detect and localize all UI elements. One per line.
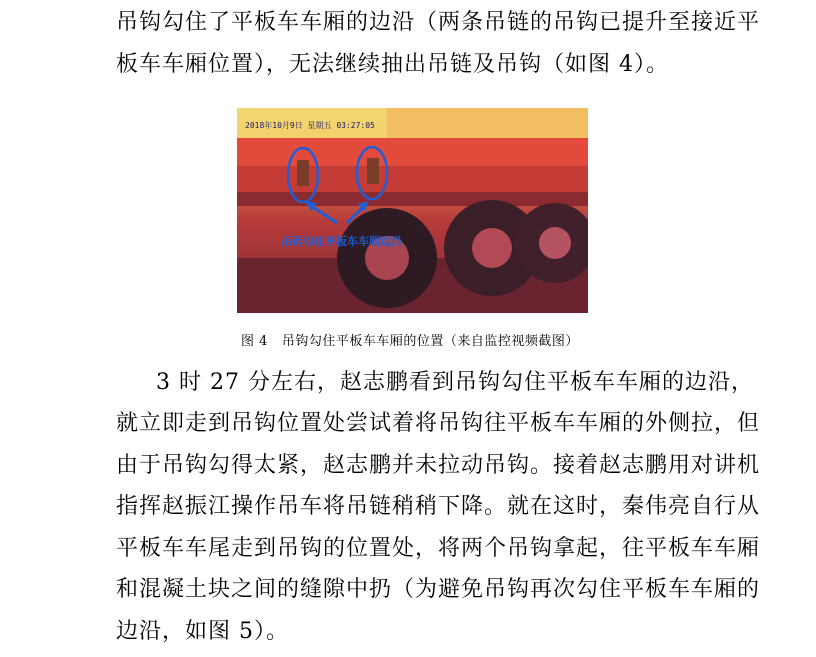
figure-number: 图 4 (241, 334, 268, 349)
paragraph-line: 由于吊钩勾得太紧，赵志鹏并未拉动吊钩。接着赵志鹏用对讲机 (116, 453, 761, 478)
paragraph-line: 3 时 27 分左右，赵志鹏看到吊钩勾住平板车车厢的边沿， (156, 370, 754, 395)
paragraph-line: 和混凝土块之间的缝隙中扔（为避免吊钩再次勾住平板车车厢的 (116, 577, 761, 602)
annotation-label: 吊钩勾住平板车车厢边沿 (281, 235, 402, 248)
paragraph-line: 平板车车尾走到吊钩的位置处，将两个吊钩拿起，往平板车车厢 (116, 536, 761, 561)
hook-left (297, 160, 309, 186)
truck-frame (237, 192, 588, 206)
paragraph-line: 板车车厢位置），无法继续抽出吊链及吊钩（如图 4）。 (116, 52, 669, 77)
paragraph-line: 边沿，如图 5）。 (116, 619, 289, 644)
video-timestamp: 2018年10月9日 星期五 03:27:05 (245, 121, 375, 130)
hook-right (367, 158, 379, 184)
figure-caption (241, 333, 579, 351)
figure-caption-text: 吊钩勾住平板车车厢的位置（来自监控视频截图） (281, 334, 579, 349)
paragraph-line: 就立即走到吊钩位置处尝试着将吊钩往平板车车厢的外侧拉，但 (116, 411, 761, 436)
surveillance-screenshot-figure (237, 108, 588, 313)
paragraph-line: 吊钩勾住了平板车车厢的边沿（两条吊链的吊钩已提升至接近平 (116, 10, 761, 35)
paragraph-line: 指挥赵振江操作吊车将吊链稍稍下降。就在这时，秦伟亮自行从 (116, 494, 761, 519)
